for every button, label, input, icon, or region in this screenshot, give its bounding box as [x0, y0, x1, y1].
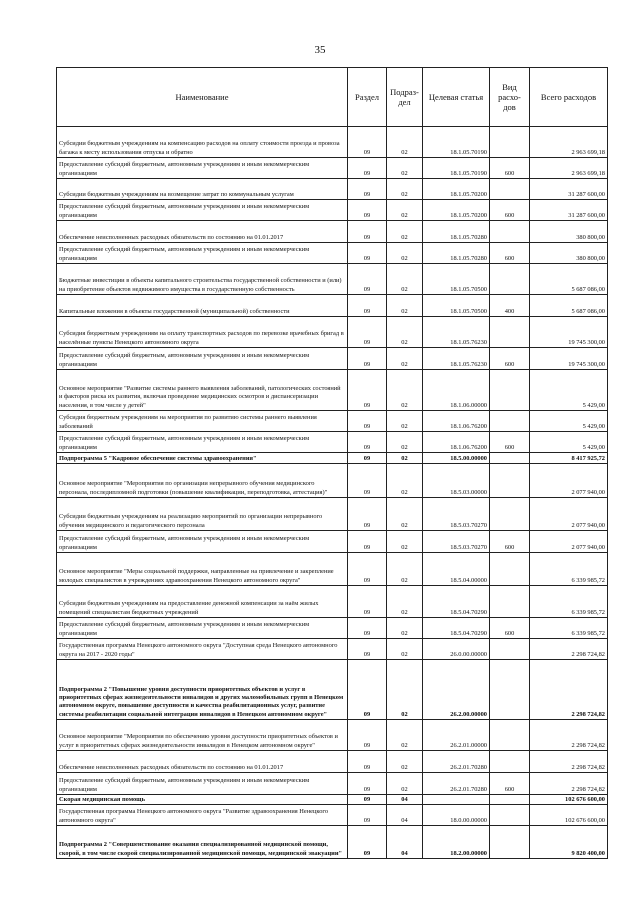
row-name: Субсидии бюджетным учреждениям на возмещение затрат по коммунальным услугам	[57, 179, 348, 200]
row-target-article: 18.1.05.70190	[423, 158, 490, 179]
row-total: 380 800,00	[530, 221, 608, 243]
row-total: 102 676 600,00	[530, 795, 608, 805]
row-target-article: 18.2.00.00000	[423, 826, 490, 859]
row-section: 09	[348, 432, 387, 453]
row-section: 09	[348, 200, 387, 221]
row-total: 2 077 940,00	[530, 531, 608, 553]
row-target-article: 18.5.04.70290	[423, 618, 490, 639]
table-row	[57, 639, 608, 660]
row-subsection: 02	[387, 370, 423, 411]
row-target-article: 26.2.01.70280	[423, 751, 490, 773]
row-section: 09	[348, 795, 387, 805]
header-total: Всего расходов	[530, 68, 608, 127]
row-expense-type: 600	[490, 432, 530, 453]
row-expense-type	[490, 370, 530, 411]
row-name: Субсидия бюджетным учреждениям на оплату транспортных расходов по перевозке врачебных бригад в населённые пункты Ненецкого автономного округа	[57, 317, 348, 348]
row-subsection: 04	[387, 826, 423, 859]
row-expense-type	[490, 453, 530, 464]
row-subsection: 02	[387, 432, 423, 453]
row-target-article: 18.1.05.70500	[423, 264, 490, 295]
table-row	[57, 751, 608, 773]
row-expense-type	[490, 317, 530, 348]
row-subsection: 02	[387, 464, 423, 498]
row-expense-type	[490, 826, 530, 859]
table-row	[57, 826, 608, 859]
header-subsection: Подраз-дел	[387, 68, 423, 127]
row-total: 2 298 724,82	[530, 720, 608, 751]
row-name: Субсидия бюджетным учреждениям на мероприятия по развитию системы раннего выявления заболеваний	[57, 411, 348, 432]
row-target-article: 18.1.05.70190	[423, 127, 490, 158]
row-expense-type	[490, 751, 530, 773]
row-name: Предоставление субсидий бюджетным, автономным учреждениям и иным некоммерческим организациям	[57, 432, 348, 453]
row-expense-type	[490, 639, 530, 660]
row-target-article: 18.1.06.76200	[423, 432, 490, 453]
row-target-article: 18.1.05.70200	[423, 200, 490, 221]
table-row	[57, 586, 608, 618]
row-expense-type	[490, 660, 530, 720]
row-total: 19 745 300,00	[530, 348, 608, 370]
table-row	[57, 805, 608, 826]
table-row	[57, 370, 608, 411]
row-expense-type: 600	[490, 158, 530, 179]
table-row	[57, 432, 608, 453]
header-target-article: Целевая статья	[423, 68, 490, 127]
row-expense-type: 600	[490, 618, 530, 639]
row-subsection: 04	[387, 795, 423, 805]
row-total: 2 963 699,18	[530, 127, 608, 158]
row-total: 2 963 699,18	[530, 158, 608, 179]
row-section: 09	[348, 127, 387, 158]
row-subsection: 04	[387, 805, 423, 826]
row-subsection: 02	[387, 720, 423, 751]
row-subsection: 02	[387, 639, 423, 660]
row-section: 09	[348, 531, 387, 553]
header-expense-type: Вид расхо-дов	[490, 68, 530, 127]
row-subsection: 02	[387, 411, 423, 432]
row-expense-type	[490, 179, 530, 200]
row-name: Обеспечение неисполненных расходных обязательств по состоянию на 01.01.2017	[57, 751, 348, 773]
row-subsection: 02	[387, 531, 423, 553]
row-target-article: 18.5.03.00000	[423, 464, 490, 498]
table-row	[57, 179, 608, 200]
row-name: Предоставление субсидий бюджетным, автономным учреждениям и иным некоммерческим организациям	[57, 243, 348, 264]
page-number: 35	[314, 44, 326, 56]
row-total: 5 687 086,00	[530, 295, 608, 317]
row-total: 8 417 925,72	[530, 453, 608, 464]
row-expense-type	[490, 720, 530, 751]
row-subsection: 02	[387, 751, 423, 773]
table-row	[57, 618, 608, 639]
row-section: 09	[348, 370, 387, 411]
row-total: 2 298 724,82	[530, 751, 608, 773]
row-target-article: 26.2.01.00000	[423, 720, 490, 751]
row-subsection: 02	[387, 553, 423, 586]
header-name: Наименование	[57, 68, 348, 127]
row-section: 09	[348, 618, 387, 639]
row-target-article: 18.1.05.70280	[423, 221, 490, 243]
row-name: Предоставление субсидий бюджетным, автономным учреждениям и иным некоммерческим организациям	[57, 618, 348, 639]
row-expense-type	[490, 805, 530, 826]
row-name: Субсидии бюджетным учреждениям на компенсацию расходов на оплату стоимости проезда и провоза багажа к месту использования отпуска и обратно	[57, 127, 348, 158]
row-section: 09	[348, 751, 387, 773]
row-name: Основное мероприятие "Мероприятия по обеспечению уровня доступности приоритетных объектов и услуг в приоритетных сферах жизнедеятельности инвалидов в Ненецком автономном округе"	[57, 720, 348, 751]
header-section: Раздел	[348, 68, 387, 127]
row-section: 09	[348, 720, 387, 751]
row-target-article: 18.0.00.00000	[423, 805, 490, 826]
row-section: 09	[348, 805, 387, 826]
row-name: Государственная программа Ненецкого автономного округа "Доступная среда Ненецкого автономного округа на 2017 - 2020 годы"	[57, 639, 348, 660]
row-expense-type	[490, 411, 530, 432]
table-row	[57, 158, 608, 179]
row-name: Скорая медицинская помощь	[57, 795, 348, 805]
row-section: 09	[348, 317, 387, 348]
table-row	[57, 221, 608, 243]
row-subsection: 02	[387, 264, 423, 295]
row-target-article	[423, 795, 490, 805]
table-row	[57, 200, 608, 221]
row-name: Предоставление субсидий бюджетным, автономным учреждениям и иным некоммерческим организациям	[57, 348, 348, 370]
table-row	[57, 464, 608, 498]
row-subsection: 02	[387, 453, 423, 464]
row-name: Предоставление субсидий бюджетным, автономным учреждениям и иным некоммерческим организациям	[57, 158, 348, 179]
row-total: 5 429,00	[530, 370, 608, 411]
table-row	[57, 411, 608, 432]
table-row	[57, 317, 608, 348]
row-name: Обеспечение неисполненных расходных обязательств по состоянию на 01.01.2017	[57, 221, 348, 243]
table-row	[57, 243, 608, 264]
budget-table	[56, 67, 608, 859]
row-total: 6 339 985,72	[530, 618, 608, 639]
row-subsection: 02	[387, 660, 423, 720]
row-section: 09	[348, 453, 387, 464]
table-row	[57, 453, 608, 464]
row-target-article: 18.5.03.70270	[423, 531, 490, 553]
row-expense-type	[490, 553, 530, 586]
row-target-article: 26.2.01.70280	[423, 773, 490, 795]
table-row	[57, 773, 608, 795]
row-total: 5 429,00	[530, 411, 608, 432]
row-section: 09	[348, 498, 387, 531]
row-expense-type	[490, 464, 530, 498]
table-row	[57, 348, 608, 370]
row-section: 09	[348, 826, 387, 859]
row-target-article: 18.1.05.76230	[423, 317, 490, 348]
table-row	[57, 531, 608, 553]
row-target-article: 18.1.05.70280	[423, 243, 490, 264]
row-subsection: 02	[387, 586, 423, 618]
row-target-article: 18.5.04.70290	[423, 586, 490, 618]
row-section: 09	[348, 243, 387, 264]
row-section: 09	[348, 221, 387, 243]
row-subsection: 02	[387, 773, 423, 795]
row-subsection: 02	[387, 317, 423, 348]
row-section: 09	[348, 553, 387, 586]
row-expense-type: 600	[490, 348, 530, 370]
row-total: 5 429,00	[530, 432, 608, 453]
row-name: Субсидии бюджетным учреждениям на реализацию мероприятий по организации непрерывного обучения медицинского и педагогического персонала	[57, 498, 348, 531]
row-section: 09	[348, 464, 387, 498]
row-name: Капитальные вложения в объекты государственной (муниципальной) собственности	[57, 295, 348, 317]
row-name: Основное мероприятие "Меры социальной поддержки, направленные на привлечение и закрепление молодых специалистов в учреждениях здравоохранения Ненецкого автономного округа"	[57, 553, 348, 586]
row-name: Подпрограмма 2 "Повышение уровня доступности приоритетных объектов и услуг в приоритетных сферах жизнедеятельности инвалидов и других маломобильных групп в Ненецком автономном округе, повышение доступности и качества реабилитационных услуг, развитие системы реабилитации социальной интеграции инвалидов в Ненецком автономном округе"	[57, 660, 348, 720]
row-expense-type	[490, 498, 530, 531]
table-row	[57, 720, 608, 751]
row-section: 09	[348, 295, 387, 317]
row-total: 31 287 600,00	[530, 179, 608, 200]
table-row	[57, 498, 608, 531]
row-target-article: 18.1.05.70500	[423, 295, 490, 317]
row-section: 09	[348, 179, 387, 200]
row-target-article: 18.5.03.70270	[423, 498, 490, 531]
row-total: 6 339 985,72	[530, 586, 608, 618]
row-total: 9 820 400,00	[530, 826, 608, 859]
row-total: 2 298 724,82	[530, 639, 608, 660]
row-total: 380 800,00	[530, 243, 608, 264]
row-target-article: 26.0.00.00000	[423, 639, 490, 660]
row-expense-type: 600	[490, 243, 530, 264]
row-target-article: 18.1.05.70200	[423, 179, 490, 200]
row-total: 6 339 985,72	[530, 553, 608, 586]
row-name: Субсидии бюджетным учреждениям на предоставление денежной компенсации за наём жилых помещений специалистам бюджетных учреждений	[57, 586, 348, 618]
row-total: 2 077 940,00	[530, 464, 608, 498]
row-expense-type: 400	[490, 295, 530, 317]
row-section: 09	[348, 773, 387, 795]
row-name: Основное мероприятие "Развитие системы раннего выявления заболеваний, патологических состояний и факторов риска их развития, включая проведение медицинских осмотров и диспансеризации населения, в том числе у детей"	[57, 370, 348, 411]
row-total: 102 676 600,00	[530, 805, 608, 826]
row-expense-type	[490, 264, 530, 295]
row-subsection: 02	[387, 200, 423, 221]
table-header-row	[57, 68, 608, 127]
row-total: 31 287 600,00	[530, 200, 608, 221]
row-name: Бюджетные инвестиции в объекты капитального строительства государственной собственности и (или) на приобретение объектов недвижимого имущества в государственную собственность	[57, 264, 348, 295]
row-subsection: 02	[387, 243, 423, 264]
row-expense-type	[490, 127, 530, 158]
row-total: 5 687 086,00	[530, 264, 608, 295]
table-row	[57, 795, 608, 805]
row-expense-type	[490, 795, 530, 805]
row-name: Предоставление субсидий бюджетным, автономным учреждениям и иным некоммерческим организациям	[57, 200, 348, 221]
table-row	[57, 660, 608, 720]
row-expense-type: 600	[490, 773, 530, 795]
table-row	[57, 127, 608, 158]
row-section: 09	[348, 348, 387, 370]
row-section: 09	[348, 264, 387, 295]
row-target-article: 18.1.06.00000	[423, 370, 490, 411]
row-subsection: 02	[387, 179, 423, 200]
row-name: Подпрограмма 5 "Кадровое обеспечение системы здравоохранения"	[57, 453, 348, 464]
row-subsection: 02	[387, 618, 423, 639]
row-section: 09	[348, 639, 387, 660]
row-subsection: 02	[387, 127, 423, 158]
row-expense-type	[490, 586, 530, 618]
row-target-article: 26.2.00.00000	[423, 660, 490, 720]
row-name: Подпрограмма 2 "Совершенствование оказания специализированной медицинской помощи, скорой, в том числе скорой специализированной медицинской помощи, медицинской эвакуации"	[57, 826, 348, 859]
table-row	[57, 264, 608, 295]
row-target-article: 18.1.05.76230	[423, 348, 490, 370]
row-section: 09	[348, 158, 387, 179]
row-subsection: 02	[387, 221, 423, 243]
row-name: Основное мероприятие "Мероприятия по организации непрерывного обучения медицинского персонала, последипломной подготовки (повышение квалификации, переподготовка, аттестация)"	[57, 464, 348, 498]
row-expense-type: 600	[490, 531, 530, 553]
row-subsection: 02	[387, 498, 423, 531]
row-total: 2 077 940,00	[530, 498, 608, 531]
row-subsection: 02	[387, 295, 423, 317]
row-total: 2 298 724,82	[530, 660, 608, 720]
row-section: 09	[348, 586, 387, 618]
row-total: 19 745 300,00	[530, 317, 608, 348]
row-section: 09	[348, 411, 387, 432]
row-target-article: 18.5.04.00000	[423, 553, 490, 586]
row-expense-type	[490, 221, 530, 243]
table-row	[57, 295, 608, 317]
row-target-article: 18.1.06.76200	[423, 411, 490, 432]
row-target-article: 18.5.00.00000	[423, 453, 490, 464]
row-subsection: 02	[387, 158, 423, 179]
row-section: 09	[348, 660, 387, 720]
row-name: Предоставление субсидий бюджетным, автономным учреждениям и иным некоммерческим организациям	[57, 531, 348, 553]
row-total: 2 298 724,82	[530, 773, 608, 795]
row-subsection: 02	[387, 348, 423, 370]
row-name: Государственная программа Ненецкого автономного округа "Развитие здравоохранения Ненецкого автономного округа"	[57, 805, 348, 826]
row-expense-type: 600	[490, 200, 530, 221]
row-name: Предоставление субсидий бюджетным, автономным учреждениям и иным некоммерческим организациям	[57, 773, 348, 795]
table-row	[57, 553, 608, 586]
